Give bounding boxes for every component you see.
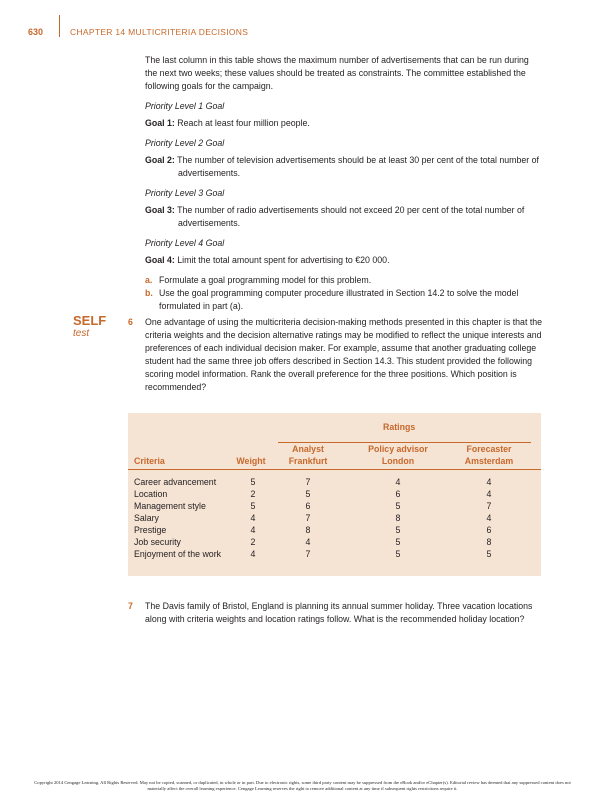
cell-criteria: Job security [134, 537, 181, 547]
header-forecaster [446, 443, 532, 467]
header-forecaster-line2: Amsterdam [464, 456, 514, 466]
cell-criteria: Salary [134, 513, 159, 523]
cell-analyst: 7 [305, 477, 311, 487]
priority-level-1: Priority Level 1 Goal [145, 101, 225, 111]
header-divider [59, 15, 60, 37]
self-word: SELF [73, 313, 107, 328]
cell-analyst: 4 [305, 537, 311, 547]
cell-forecaster: 4 [486, 489, 492, 499]
ratings-group-header [128, 422, 541, 434]
goal-1-text: Reach at least four million people. [177, 118, 310, 128]
running-header [28, 24, 248, 40]
priority-level-3: Priority Level 3 Goal [145, 188, 225, 198]
sub-question-b-text: Use the goal programming computer procedure illustrated in Section 14.2 to solve the model formulated in part (a). [159, 288, 519, 311]
cell-criteria: Location [134, 489, 168, 499]
goal-4-label: Goal 4: [145, 255, 175, 265]
header-analyst-line1: Analyst [292, 444, 324, 454]
cell-forecaster: 8 [486, 537, 492, 547]
cell-analyst: 7 [305, 513, 311, 523]
cell-forecaster: 4 [486, 513, 492, 523]
cell-weight: 5 [250, 501, 256, 511]
header-policy-line2: London [381, 456, 415, 466]
cell-policy: 4 [395, 477, 401, 487]
cell-forecaster: 4 [486, 477, 492, 487]
self-test-label [73, 314, 106, 340]
question-7-number: 7 [128, 601, 133, 611]
goal-1 [145, 117, 543, 130]
header-rule [128, 469, 541, 470]
cell-weight: 4 [250, 549, 256, 559]
scoring-model-table [128, 413, 541, 576]
cell-analyst: 6 [305, 501, 311, 511]
goal-3-label: Goal 3: [145, 205, 175, 215]
body-text [145, 54, 543, 313]
question-6-text: One advantage of using the multicriteria decision-making methods presented in this chapter is that the criteria weights and the decision alternative ratings may be modified to reflect the unique interests and preferences of each individual decision maker. For example, assume that another graduating college student had the same three job offers described in Section 14.3. This student provided the following scoring model information. Rank the overall preference for the three positions. Which position is recommended? [145, 317, 543, 392]
chapter-title: CHAPTER 14 MULTICRITERIA DECISIONS [70, 27, 249, 37]
cell-weight: 4 [250, 525, 256, 535]
cell-policy: 5 [395, 537, 401, 547]
cell-weight: 4 [250, 513, 256, 523]
question-6 [128, 316, 543, 394]
goal-4 [145, 254, 543, 267]
goal-2-text: The number of television advertisements should be at least 30 per cent of the total number of advertisements. [177, 155, 539, 178]
header-policy-line1: Policy advisor [368, 444, 428, 454]
cell-weight: 2 [250, 489, 256, 499]
sub-question-list [145, 274, 543, 313]
goal-2 [145, 154, 543, 180]
sub-question-b [145, 287, 543, 313]
test-word: test [73, 328, 90, 339]
header-criteria: Criteria [134, 456, 165, 466]
cell-weight: 5 [250, 477, 256, 487]
sub-question-a [145, 274, 543, 287]
question-7-text: The Davis family of Bristol, England is planning its annual summer holiday. Three vacation locations along with criteria weights and location ratings follow. What is the recommended holiday location? [145, 601, 533, 624]
cell-criteria: Career advancement [134, 477, 217, 487]
table-row [128, 548, 541, 560]
cell-policy: 8 [395, 513, 401, 523]
cell-forecaster: 5 [486, 549, 492, 559]
goal-4-text: Limit the total amount spent for advertising to €20 000. [177, 255, 390, 265]
cell-analyst: 8 [305, 525, 311, 535]
sub-question-b-letter: b. [145, 288, 153, 298]
copyright-footer: Copyright 2014 Cengage Learning. All Rights Reserved. May not be copied, scanned, or duplicated, in whole or in part. Due to electronic rights, some third party content may be suppressed from the eBook and/or eChapter(s). Editorial review has deemed that any suppressed content does not materially affect the overall learning experience. Cengage Learning reserves the right to remove additional content at any time if subsequent rights restrictions require it. [34, 780, 571, 791]
ratings-label: Ratings [383, 422, 416, 432]
cell-policy: 5 [395, 549, 401, 559]
cell-policy: 5 [395, 525, 401, 535]
header-policy [348, 443, 448, 467]
header-forecaster-line1: Forecaster [466, 444, 512, 454]
cell-weight: 2 [250, 537, 256, 547]
table-row [128, 488, 541, 500]
cell-criteria: Prestige [134, 525, 167, 535]
table-row [128, 512, 541, 524]
sub-question-a-letter: a. [145, 275, 153, 285]
sub-question-a-text: Formulate a goal programming model for this problem. [159, 275, 372, 285]
cell-analyst: 7 [305, 549, 311, 559]
question-6-number: 6 [128, 317, 133, 327]
cell-forecaster: 7 [486, 501, 492, 511]
table-row [128, 536, 541, 548]
header-weight: Weight [236, 456, 266, 466]
question-7 [128, 600, 543, 626]
table-row [128, 476, 541, 488]
priority-level-4: Priority Level 4 Goal [145, 238, 225, 248]
goal-3-text: The number of radio advertisements should not exceed 20 per cent of the total number of advertisements. [177, 205, 525, 228]
cell-criteria: Management style [134, 501, 206, 511]
header-analyst [268, 443, 348, 467]
cell-forecaster: 6 [486, 525, 492, 535]
cell-policy: 5 [395, 501, 401, 511]
goal-3 [145, 204, 543, 230]
cell-policy: 6 [395, 489, 401, 499]
table-row [128, 500, 541, 512]
table-row [128, 524, 541, 536]
cell-analyst: 5 [305, 489, 311, 499]
goal-2-label: Goal 2: [145, 155, 175, 165]
cell-criteria: Enjoyment of the work [134, 549, 222, 559]
priority-level-2: Priority Level 2 Goal [145, 138, 225, 148]
intro-paragraph: The last column in this table shows the maximum number of advertisements that can be run during the next two weeks; these values should be treated as constraints. The committee established the following goals for the campaign. [145, 55, 529, 91]
goal-1-label: Goal 1: [145, 118, 175, 128]
page-number: 630 [28, 27, 44, 37]
header-analyst-line2: Frankfurt [288, 456, 328, 466]
